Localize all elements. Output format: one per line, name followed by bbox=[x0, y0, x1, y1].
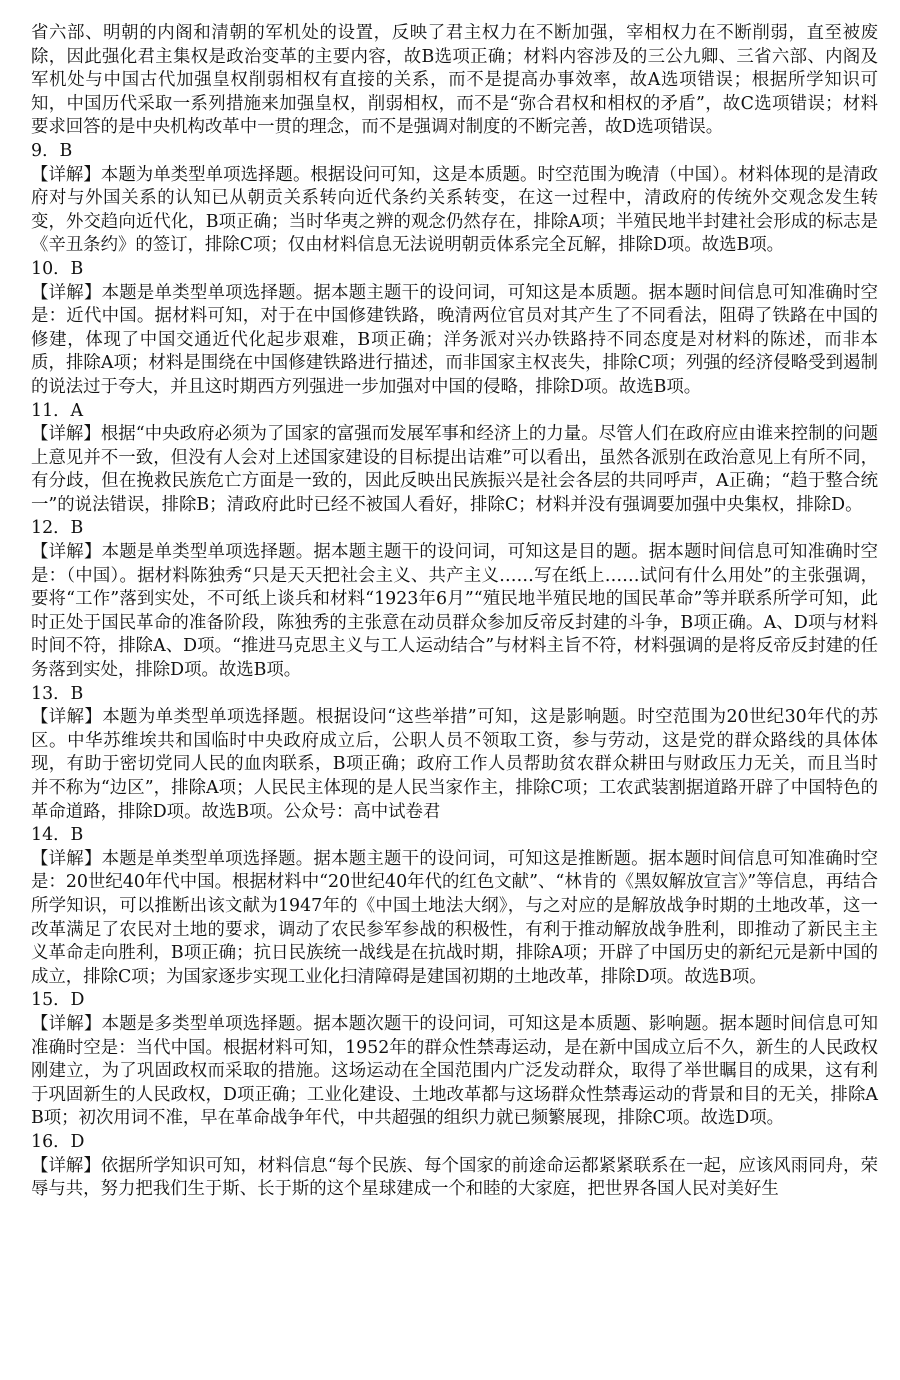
answer-12 bbox=[31, 517, 878, 682]
answer-10 bbox=[31, 258, 878, 400]
answer-11 bbox=[31, 400, 878, 518]
answer-detail: 【详解】依据所学知识可知，材料信息“每个民族、每个国家的前途命运都紧紧联系在一起，应该风雨同舟，荣辱与共，努力把我们生于斯、长于斯的这个星球建成一个和睦的大家庭，把世界各国人民对美好生 bbox=[31, 1155, 878, 1200]
answer-number: 16．D bbox=[31, 1131, 85, 1152]
answer-14 bbox=[31, 824, 878, 989]
answer-15 bbox=[31, 989, 878, 1131]
answer-number: 12．B bbox=[31, 518, 84, 539]
answer-number: 9．B bbox=[31, 140, 73, 161]
answer-number: 11．A bbox=[31, 400, 84, 421]
answer-16 bbox=[31, 1131, 878, 1202]
answer-detail: 【详解】本题是多类型单项选择题。据本题次题干的设问词，可知这是本质题、影响题。据本题时间信息可知准确时空是：当代中国。根据材料可知，1952年的群众性禁毒运动，是在新中国成立后不久，新生的人民政权刚建立，为了巩固政权而采取的措施。这场运动在全国范围内广泛发动群众，取得了举世瞩目的成果，这有利于巩固新生的人民政权，D项正确；工业化建设、土地改革都与这场群众性禁毒运动的背景和目的无关，排除AB项；初次用词不准，早在革命战争年代，中共超强的组织力就已频繁展现，排除C项。故选D项。 bbox=[31, 1013, 878, 1129]
answer-detail: 【详解】本题为单类型单项选择题。根据设问可知，这是本质题。时空范围为晚清（中国）。材料体现的是清政府对与外国关系的认知已从朝贡关系转向近代条约关系转变，在这一过程中，清政府的传统外交观念发生转变，外交趋向近代化，B项正确；当时华夷之辨的观念仍然存在，排除A项；半殖民地半封建社会形成的标志是《辛丑条约》的签订，排除C项；仅由材料信息无法说明朝贡体系完全瓦解，排除D项。故选B项。 bbox=[31, 164, 878, 256]
answer-detail: 【详解】本题是单类型单项选择题。据本题主题干的设问词，可知这是本质题。据本题时间信息可知准确时空是：近代中国。据材料可知，对于在中国修建铁路，晚清两位官员对其产生了不同看法，阻碍了铁路在中国的修建，体现了中国交通近代化起步艰难，B项正确；洋务派对兴办铁路持不同态度是对材料的陈述，而非本质，排除A项；材料是围绕在中国修建铁路进行描述，而非国家主权丧失，排除C项；列强的经济侵略受到遏制的说法过于夸大，并且这时期西方列强进一步加强对中国的侵略，排除D项。故选B项。 bbox=[31, 282, 878, 397]
answer-13 bbox=[31, 683, 878, 825]
answer-number: 13．B bbox=[31, 683, 84, 704]
answer-detail: 【详解】本题为单类型单项选择题。根据设问“这些举措”可知，这是影响题。时空范围为20世纪30年代的苏区。中华苏维埃共和国临时中央政府成立后，公职人员不领取工资，参与劳动，这是党的群众路线的具体体现，有助于密切党同人民的血肉联系，B项正确；政府工作人员帮助贫农群众耕田与财政压力无关，而且当时并不称为“边区”，排除A项；人民民主体现的是人民当家作主，排除C项；工农武装割据道路开辟了中国特色的革命道路，排除D项。故选B项。公众号：高中试卷君 bbox=[31, 707, 878, 822]
answer-detail: 【详解】根据“中央政府必须为了国家的富强而发展军事和经济上的力量。尽管人们在政府应由谁来控制的问题上意见并不一致，但没有人会对上述国家建设的目标提出诘难”可以看出，虽然各派别在政治意见上有所不同，有分歧，但在挽救民族危亡方面是一致的，因此反映出民族振兴是社会各层的共同呼声，A正确；“趋于整合统一”的说法错误，排除B；清政府此时已经不被国人看好，排除C；材料并没有强调要加强中央集权，排除D。 bbox=[31, 424, 878, 515]
intro-paragraph: 省六部、明朝的内阁和清朝的军机处的设置，反映了君主权力在不断加强，宰相权力在不断削弱，直至被废除，因此强化君主集权是政治变革的主要内容，故B选项正确；材料内容涉及的三公九卿、三省六部、内阁及军机处与中国古代加强皇权削弱相权有直接的关系，而不是提高办事效率，故A选项错误；根据所学知识可知，中国历代采取一系列措施来加强皇权，削弱相权，而不是“弥合君权和相权的矛盾”，故C选项错误；材料要求回答的是中央机构改革中一贯的理念，而不是强调对制度的不断完善，故D选项错误。 bbox=[31, 23, 878, 138]
answer-detail: 【详解】本题是单类型单项选择题。据本题主题干的设问词，可知这是目的题。据本题时间信息可知准确时空是：（中国）。据材料陈独秀“只是天天把社会主义、共产主义……写在纸上……试问有什么用处”的主张强调，要将“工作”落到实处，不可纸上谈兵和材料“1923年6月”“殖民地半殖民地的国民革命”等并联系所学可知，此时正处于国民革命的准备阶段，陈独秀的主张意在动员群众参加反帝反封建的斗争，B项正确。A、D项与材料时间不符，排除A、D项。“推进马克思主义与工人运动结合”与材料主旨不符，材料强调的是将反帝反封建的任务落到实处，排除D项。故选B项。 bbox=[31, 542, 878, 681]
answer-number: 14．B bbox=[31, 825, 84, 846]
answer-number: 10．B bbox=[31, 258, 84, 279]
answer-detail: 【详解】本题是单类型单项选择题。据本题主题干的设问词，可知这是推断题。据本题时间信息可知准确时空是：20世纪40年代中国。根据材料中“20世纪40年代的红色文献”、“林肯的《黑奴解放宣言》”等信息，再结合所学知识，可以推断出该文献为1947年的《中国土地法大纲》，与之对应的是解放战争时期的土地改革，这一改革满足了农民对土地的要求，调动了农民参军参战的积极性，有利于推动解放战争胜利，即推动了新民主主义革命走向胜利，B项正确；抗日民族统一战线是在抗战时期，排除A项；开辟了中国历史的新纪元是新中国的成立，排除C项；为国家逐步实现工业化扫清障碍是建国初期的土地改革，排除D项。故选B项。 bbox=[31, 848, 878, 987]
answer-9 bbox=[31, 140, 878, 258]
answer-number: 15．D bbox=[31, 990, 85, 1011]
